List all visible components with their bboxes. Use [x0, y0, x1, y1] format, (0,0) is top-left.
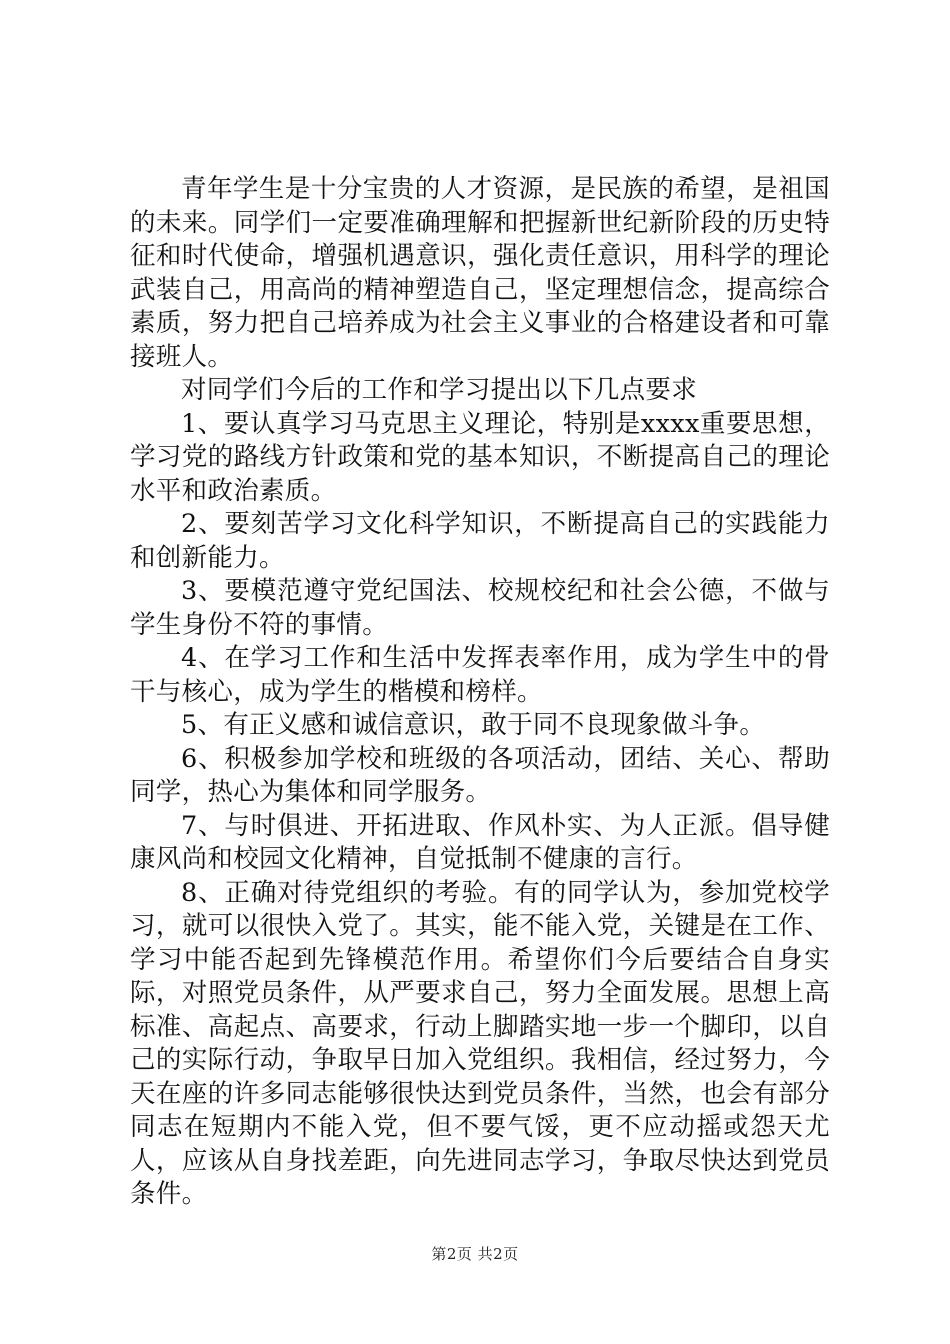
- paragraph-item-7: 7、与时俱进、开拓进取、作风朴实、为人正派。倡导健康风尚和校园文化精神，自觉抵制不健康的言行。: [130, 810, 830, 874]
- paragraph-item-4: 4、在学习工作和生活中发挥表率作用，成为学生中的骨干与核心，成为学生的楷模和榜样。: [130, 643, 830, 707]
- paragraph-item-8: 8、正确对待党组织的考验。有的同学认为，参加党校学习，就可以很快入党了。其实，能不能入党，关键是在工作、学习中能否起到先锋模范作用。希望你们今后要结合自身实际，对照党员条件，从严要求自己，努力全面发展。思想上高标准、高起点、高要求，行动上脚踏实地一步一个脚印，以自己的实际行动，争取早日加入党组织。我相信，经过努力，今天在座的许多同志能够很快达到党员条件，当然，也会有部分同志在短期内不能入党，但不要气馁，更不应动摇或怨天尤人，应该从自身找差距，向先进同志学习，争取尽快达到党员条件。: [130, 877, 830, 1209]
- paragraph-item-5: 5、有正义感和诚信意识，敢于同不良现象做斗争。: [181, 710, 766, 740]
- paragraph-item-6: 6、积极参加学校和班级的各项活动，团结、关心、帮助同学，热心为集体和同学服务。: [130, 743, 830, 807]
- paragraph-item-3: 3、要模范遵守党纪国法、校规校纪和社会公德，不做与学生身份不符的事情。: [130, 576, 830, 640]
- paragraph-item-2: 2、要刻苦学习文化科学知识，不断提高自己的实践能力和创新能力。: [130, 509, 830, 573]
- document-body: [130, 173, 830, 1212]
- paragraph-requirements-heading: 对同学们今后的工作和学习提出以下几点要求: [181, 375, 698, 405]
- page-footer: 第2页 共2页: [431, 1245, 519, 1263]
- paragraph-item-1: 1、要认真学习马克思主义理论，特别是xxxx重要思想，学习党的路线方针政策和党的基本知识，不断提高自己的理论水平和政治素质。: [130, 408, 830, 506]
- paragraph-intro: 青年学生是十分宝贵的人才资源，是民族的希望，是祖国的未来。同学们一定要准确理解和把握新世纪新阶段的历史特征和时代使命，增强机遇意识，强化责任意识，用科学的理论武装自己，用高尚的精神塑造自己，坚定理想信念，提高综合素质，努力把自己培养成为社会主义事业的合格建设者和可靠接班人。: [130, 174, 830, 372]
